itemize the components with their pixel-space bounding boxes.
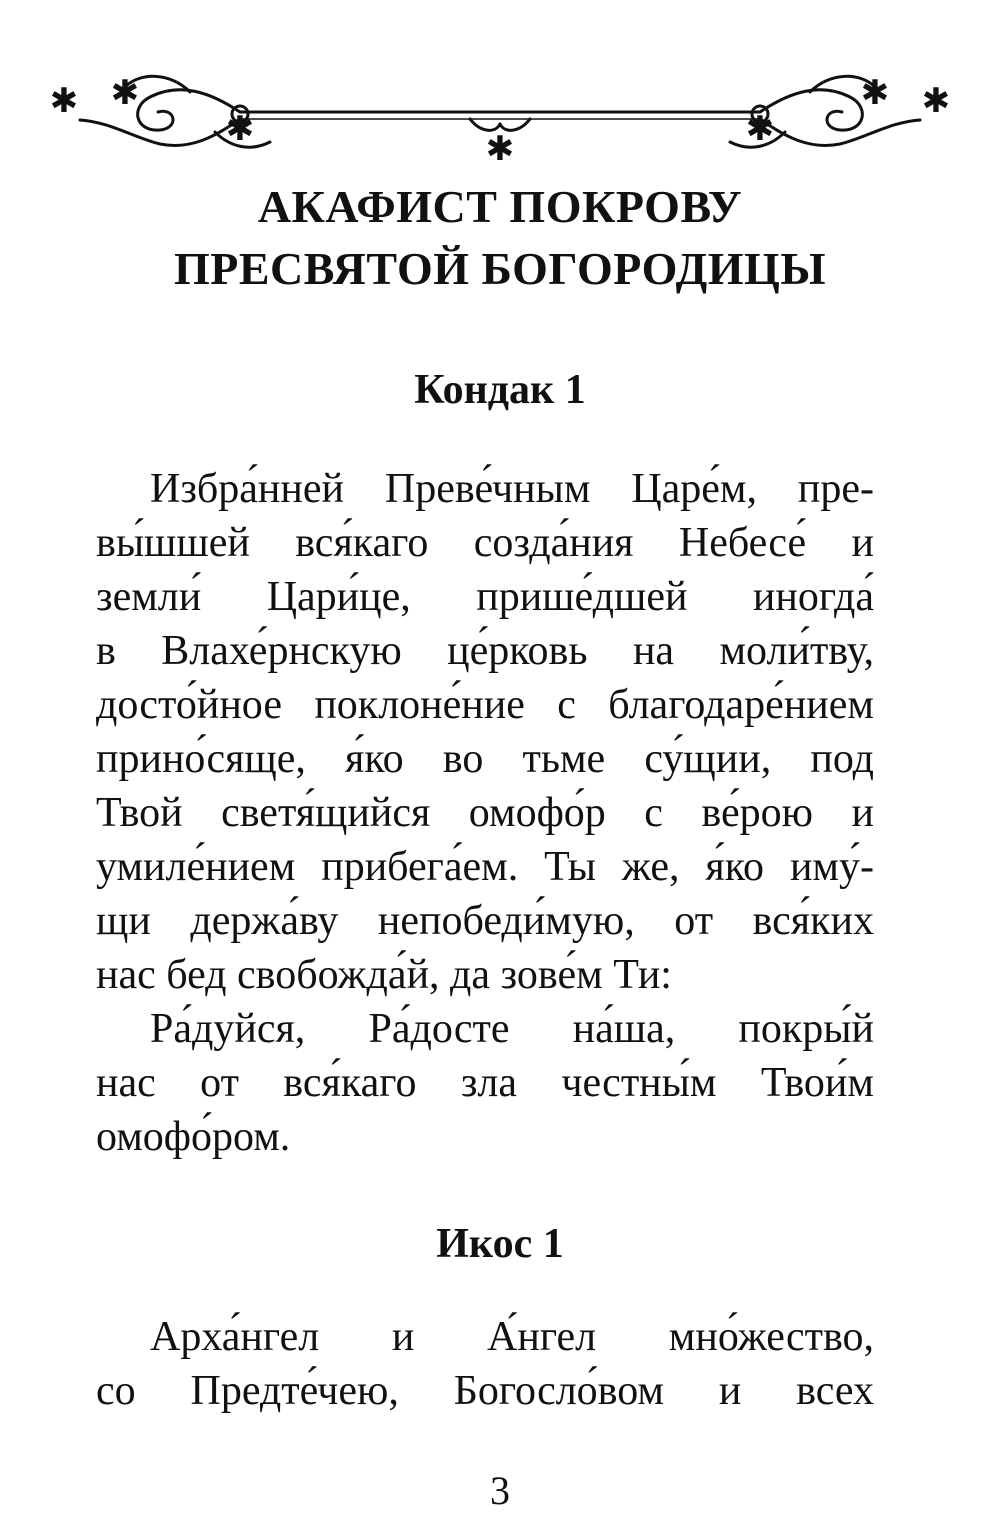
text-line: вы́шшей вся́каго созда́ния Небесе́ и bbox=[96, 520, 874, 566]
star-ornament-icon: ✱ bbox=[225, 109, 255, 149]
star-ornament-icon: ✱ bbox=[745, 109, 775, 149]
text-line: прино́сяще, я́ко во тьме су́щии, под bbox=[96, 736, 874, 782]
text-line: умиле́нием прибега́ем. Ты же, я́ко иму́- bbox=[96, 844, 874, 890]
star-ornament-icon: ✱ bbox=[921, 81, 951, 121]
text-line: омофо́ром. bbox=[96, 1114, 291, 1160]
star-ornament-icon: ✱ bbox=[49, 81, 79, 121]
text-line: в Влахе́рнскую це́рковь на моли́тву, bbox=[96, 628, 874, 674]
text-line: досто́йное поклоне́ние с благодаре́нием bbox=[96, 682, 874, 728]
page-number: 3 bbox=[490, 1468, 510, 1513]
text-line: Твой светя́щийся омофо́р с ве́рою и bbox=[96, 790, 874, 836]
text-line: земли́ Цари́це, прише́дшей иногда́ bbox=[96, 574, 874, 620]
text-line: Ра́дуйся, Ра́досте на́ша, покры́й bbox=[150, 1006, 874, 1052]
text-line: Арха́нгел и А́нгел мно́жество, bbox=[150, 1314, 874, 1360]
text-line: со Предте́чею, Богосло́вом и всех bbox=[96, 1368, 874, 1414]
akathist-title-line-2: ПРЕСВЯТОЙ БОГОРОДИЦЫ bbox=[173, 243, 826, 294]
akathist-title-line-1: АКАФИСТ ПОКРОВУ bbox=[257, 181, 743, 232]
text-line: Избра́нней Преве́чным Царе́м, пре- bbox=[150, 466, 874, 512]
text-line: щи держа́ву непобеди́мую, от вся́ких bbox=[96, 898, 874, 944]
star-ornament-icon: ✱ bbox=[860, 73, 890, 113]
decorative-header-ornament bbox=[40, 62, 960, 162]
text-line: нас бед свобожда́й, да зове́м Ти: bbox=[96, 952, 672, 998]
text-line: нас от вся́каго зла честны́м Твои́м bbox=[96, 1060, 874, 1106]
star-ornament-icon: ✱ bbox=[110, 73, 140, 113]
ikos-heading: Икос 1 bbox=[436, 1221, 564, 1267]
kondak-heading: Кондак 1 bbox=[414, 367, 586, 413]
star-ornament-icon: ✱ bbox=[485, 129, 515, 162]
